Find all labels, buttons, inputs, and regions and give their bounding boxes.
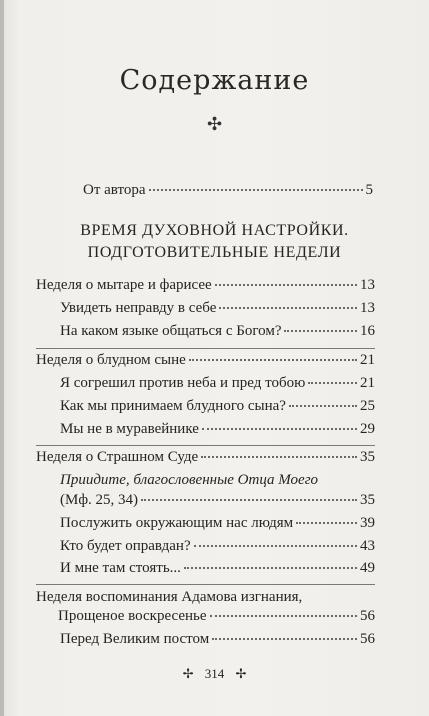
leader-dots — [289, 401, 357, 407]
leader-dots — [141, 495, 357, 501]
toc-entry-i-have-sinned[interactable]: Я согрешил против неба и пред тобою 21 — [60, 375, 375, 391]
section-heading-line-1: ВРЕМЯ ДУХОВНОЙ НАСТРОЙКИ. — [80, 222, 349, 239]
leader-dots — [184, 563, 357, 569]
leader-dots — [149, 185, 363, 191]
leader-dots — [219, 303, 357, 309]
leader-dots — [189, 355, 357, 361]
leader-dots — [215, 280, 357, 286]
toc-entry-how-we-accept[interactable]: Как мы принимаем блудного сына? 25 — [60, 398, 375, 414]
leader-dots — [284, 326, 357, 332]
cross-ornament-icon: ✣ — [206, 114, 223, 134]
section-heading-line-2: ПОДГОТОВИТЕЛЬНЫЕ НЕДЕЛИ — [87, 244, 342, 261]
cross-ornament-icon: ✢ — [182, 666, 194, 681]
toc-entry-forgiveness-sunday[interactable]: Прощеное воскресенье 56 — [58, 608, 375, 624]
toc-entry-serve-people[interactable]: Послужить окружающим нас людям 39 — [60, 515, 375, 531]
divider — [36, 348, 375, 349]
page-footer — [0, 666, 429, 682]
toc-entry-adam-exile-line1[interactable]: Неделя воспоминания Адамова изгнания, — [36, 589, 303, 605]
leader-dots — [210, 611, 357, 617]
toc-entry-see-injustice[interactable]: Увидеть неправду в себе 13 — [60, 300, 375, 316]
cross-ornament-icon: ✢ — [235, 666, 247, 681]
toc-entry-anthill[interactable]: Мы не в муравейнике 29 — [60, 421, 375, 437]
toc-entry-week-publican[interactable]: Неделя о мытаре и фарисее 13 — [36, 277, 375, 293]
leader-dots — [202, 424, 357, 430]
divider — [36, 584, 375, 585]
page-spine-shadow — [0, 0, 4, 716]
leader-dots — [296, 518, 357, 524]
toc-entry-week-prodigal[interactable]: Неделя о блудном сыне 21 — [36, 352, 375, 368]
page-title: Содержание — [119, 65, 310, 96]
leader-dots — [201, 452, 357, 458]
leader-dots — [308, 378, 357, 384]
toc-entry-week-last-judgment[interactable]: Неделя о Страшном Суде 35 — [36, 449, 375, 465]
toc-entry-stand-there[interactable]: И мне там стоять... 49 — [60, 560, 375, 576]
toc-entry-who-justified[interactable]: Кто будет оправдан? 43 — [60, 538, 375, 554]
divider — [36, 445, 375, 446]
toc-entry-before-great-lent[interactable]: Перед Великим постом 56 — [60, 631, 375, 647]
toc-entry-language-with-god[interactable]: На каком языке общаться с Богом? 16 — [60, 323, 375, 339]
leader-dots — [212, 634, 357, 640]
toc-entry-from-author[interactable]: От автора 5 — [83, 182, 373, 198]
page-number: 314 — [204, 666, 225, 681]
toc-entry-come-blessed-line1[interactable]: Приидите, благословенные Отца Моего — [60, 472, 319, 488]
toc-entry-come-blessed[interactable]: (Мф. 25, 34) 35 — [60, 492, 375, 508]
leader-dots — [194, 541, 357, 547]
